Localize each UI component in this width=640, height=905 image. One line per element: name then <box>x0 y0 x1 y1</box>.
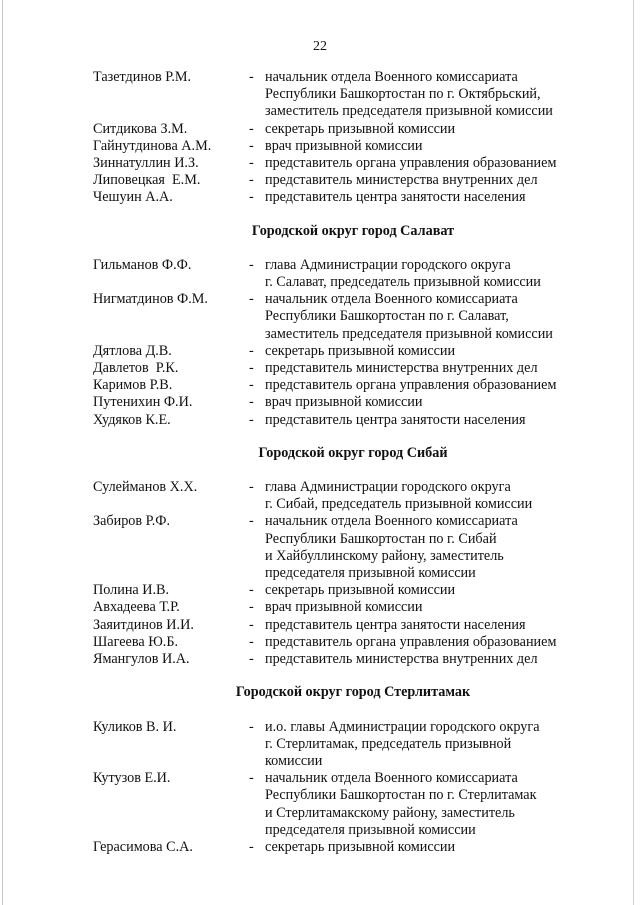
member-role: секретарь призывной комиссии <box>265 342 456 359</box>
member-role: секретарь призывной комиссии <box>265 838 456 855</box>
member-role: представитель министерства внутренних дел <box>265 360 538 377</box>
list-item <box>93 394 613 411</box>
scan-edge-right <box>633 0 634 905</box>
list-item <box>93 291 613 343</box>
member-role: представитель министерства внутренних дел <box>265 172 538 189</box>
member-role: представитель министерства внутренних дел <box>265 651 538 668</box>
dash: - <box>249 616 254 633</box>
member-name: Дятлова Д.В. <box>93 342 172 359</box>
list-item <box>93 617 613 634</box>
list-item <box>93 343 613 360</box>
list-item <box>93 172 613 189</box>
member-role: начальник отдела Военного комиссариата Республики Башкортостан по г. Стерлитамак и Стерлитамакскому району, заместитель председателя призывной комиссии <box>265 770 537 838</box>
section-sterlitamak <box>93 719 613 857</box>
member-name: Тазетдинов Р.М. <box>93 69 192 85</box>
member-name: Ямангулов И.А. <box>93 651 190 668</box>
dash: - <box>249 718 254 735</box>
member-name: Кутузов Е.И. <box>93 770 171 787</box>
dash: - <box>249 394 254 411</box>
member-role: представитель центра занятости населения <box>265 189 526 206</box>
member-role: врач призывной комиссии <box>265 137 423 154</box>
member-name: Гайнутдинова А.М. <box>93 137 212 154</box>
dash: - <box>249 582 254 599</box>
dash: - <box>249 633 254 650</box>
list-item <box>93 719 613 771</box>
dash: - <box>249 69 254 85</box>
member-role: глава Администрации городского округа г. Сибай, председатель призывной комиссии <box>265 479 533 513</box>
list-item <box>93 69 613 121</box>
member-role: начальник отдела Военного комиссариата Республики Башкортостан по г. Октябрьский, заместитель председателя призывной комиссии <box>265 69 553 120</box>
member-role: начальник отдела Военного комиссариата Республики Башкортостан по г. Сибай и Хайбуллинскому району, заместитель председателя призывной комиссии <box>265 513 518 582</box>
member-role: секретарь призывной комиссии <box>265 582 456 599</box>
page-number: 22 <box>313 39 327 54</box>
member-name: Забиров Р.Ф. <box>93 513 171 530</box>
dash: - <box>249 256 254 273</box>
list-item <box>93 155 613 172</box>
member-role: представитель органа управления образованием <box>265 155 557 172</box>
member-name: Герасимова С.А. <box>93 838 193 855</box>
dash: - <box>249 342 254 359</box>
dash: - <box>249 172 254 189</box>
dash: - <box>249 137 254 154</box>
member-role: врач призывной комиссии <box>265 599 423 616</box>
dash: - <box>249 479 254 496</box>
section-heading-salavat: Городской округ город Салават <box>251 222 455 239</box>
list-item <box>93 513 613 582</box>
list-item <box>93 360 613 377</box>
member-name: Куликов В. И. <box>93 718 177 735</box>
list-item <box>93 189 613 206</box>
member-name: Липовецкая Е.М. <box>93 172 201 189</box>
list-item <box>93 599 613 616</box>
member-name: Путенихин Ф.И. <box>93 394 193 411</box>
member-role: представитель органа управления образованием <box>265 377 557 394</box>
section-continuation <box>93 69 613 207</box>
member-name: Шагеева Ю.Б. <box>93 633 179 650</box>
list-item <box>93 839 613 856</box>
list-item <box>93 582 613 599</box>
dash: - <box>249 155 254 172</box>
member-name: Ситдикова З.М. <box>93 120 188 137</box>
member-role: начальник отдела Военного комиссариата Республики Башкортостан по г. Салават, заместитель председателя призывной комиссии <box>265 291 553 342</box>
section-sibay <box>93 479 613 668</box>
member-role: глава Администрации городского округа г. Салават, председатель призывной комиссии <box>265 256 541 291</box>
member-name: Чешуин А.А. <box>93 189 173 206</box>
dash: - <box>249 189 254 206</box>
member-name: Полина И.В. <box>93 582 170 599</box>
member-name: Гильманов Ф.Ф. <box>93 256 192 273</box>
list-item <box>93 770 613 839</box>
member-name: Давлетов Р.К. <box>93 360 179 377</box>
dash: - <box>249 599 254 616</box>
member-role: представитель органа управления образованием <box>265 633 557 650</box>
list-item <box>93 257 613 291</box>
list-item <box>93 138 613 155</box>
member-name: Каримов Р.В. <box>93 377 173 394</box>
dash: - <box>249 411 254 428</box>
dash: - <box>249 291 254 308</box>
dash: - <box>249 120 254 137</box>
list-item <box>93 377 613 394</box>
list-item <box>93 479 613 513</box>
member-role: представитель центра занятости населения <box>265 411 526 428</box>
member-name: Нигматдинов Ф.М. <box>93 291 208 308</box>
section-salavat <box>93 257 613 429</box>
member-name: Заяитдинов И.И. <box>93 616 194 633</box>
section-heading-sibay: Городской округ город Сибай <box>258 444 448 461</box>
dash: - <box>249 513 254 530</box>
member-name: Худяков К.Е. <box>93 411 171 428</box>
list-item <box>93 651 613 668</box>
scan-edge-left <box>2 0 3 905</box>
list-item <box>93 121 613 138</box>
commission-list <box>93 69 613 856</box>
member-name: Авхадеева Т.Р. <box>93 599 180 616</box>
member-role: представитель центра занятости населения <box>265 616 526 633</box>
member-role: секретарь призывной комиссии <box>265 120 456 137</box>
member-role: врач призывной комиссии <box>265 394 423 411</box>
dash: - <box>249 770 254 787</box>
member-name: Зиннатуллин И.З. <box>93 155 199 172</box>
member-role: и.о. главы Администрации городского округа г. Стерлитамак, председатель призывной комиссии <box>265 718 540 769</box>
member-name: Сулейманов Х.Х. <box>93 479 198 496</box>
section-heading-sterlitamak: Городской округ город Стерлитамак <box>235 684 471 701</box>
list-item <box>93 634 613 651</box>
dash: - <box>249 360 254 377</box>
dash: - <box>249 651 254 668</box>
list-item <box>93 412 613 429</box>
dash: - <box>249 838 254 855</box>
dash: - <box>249 377 254 394</box>
